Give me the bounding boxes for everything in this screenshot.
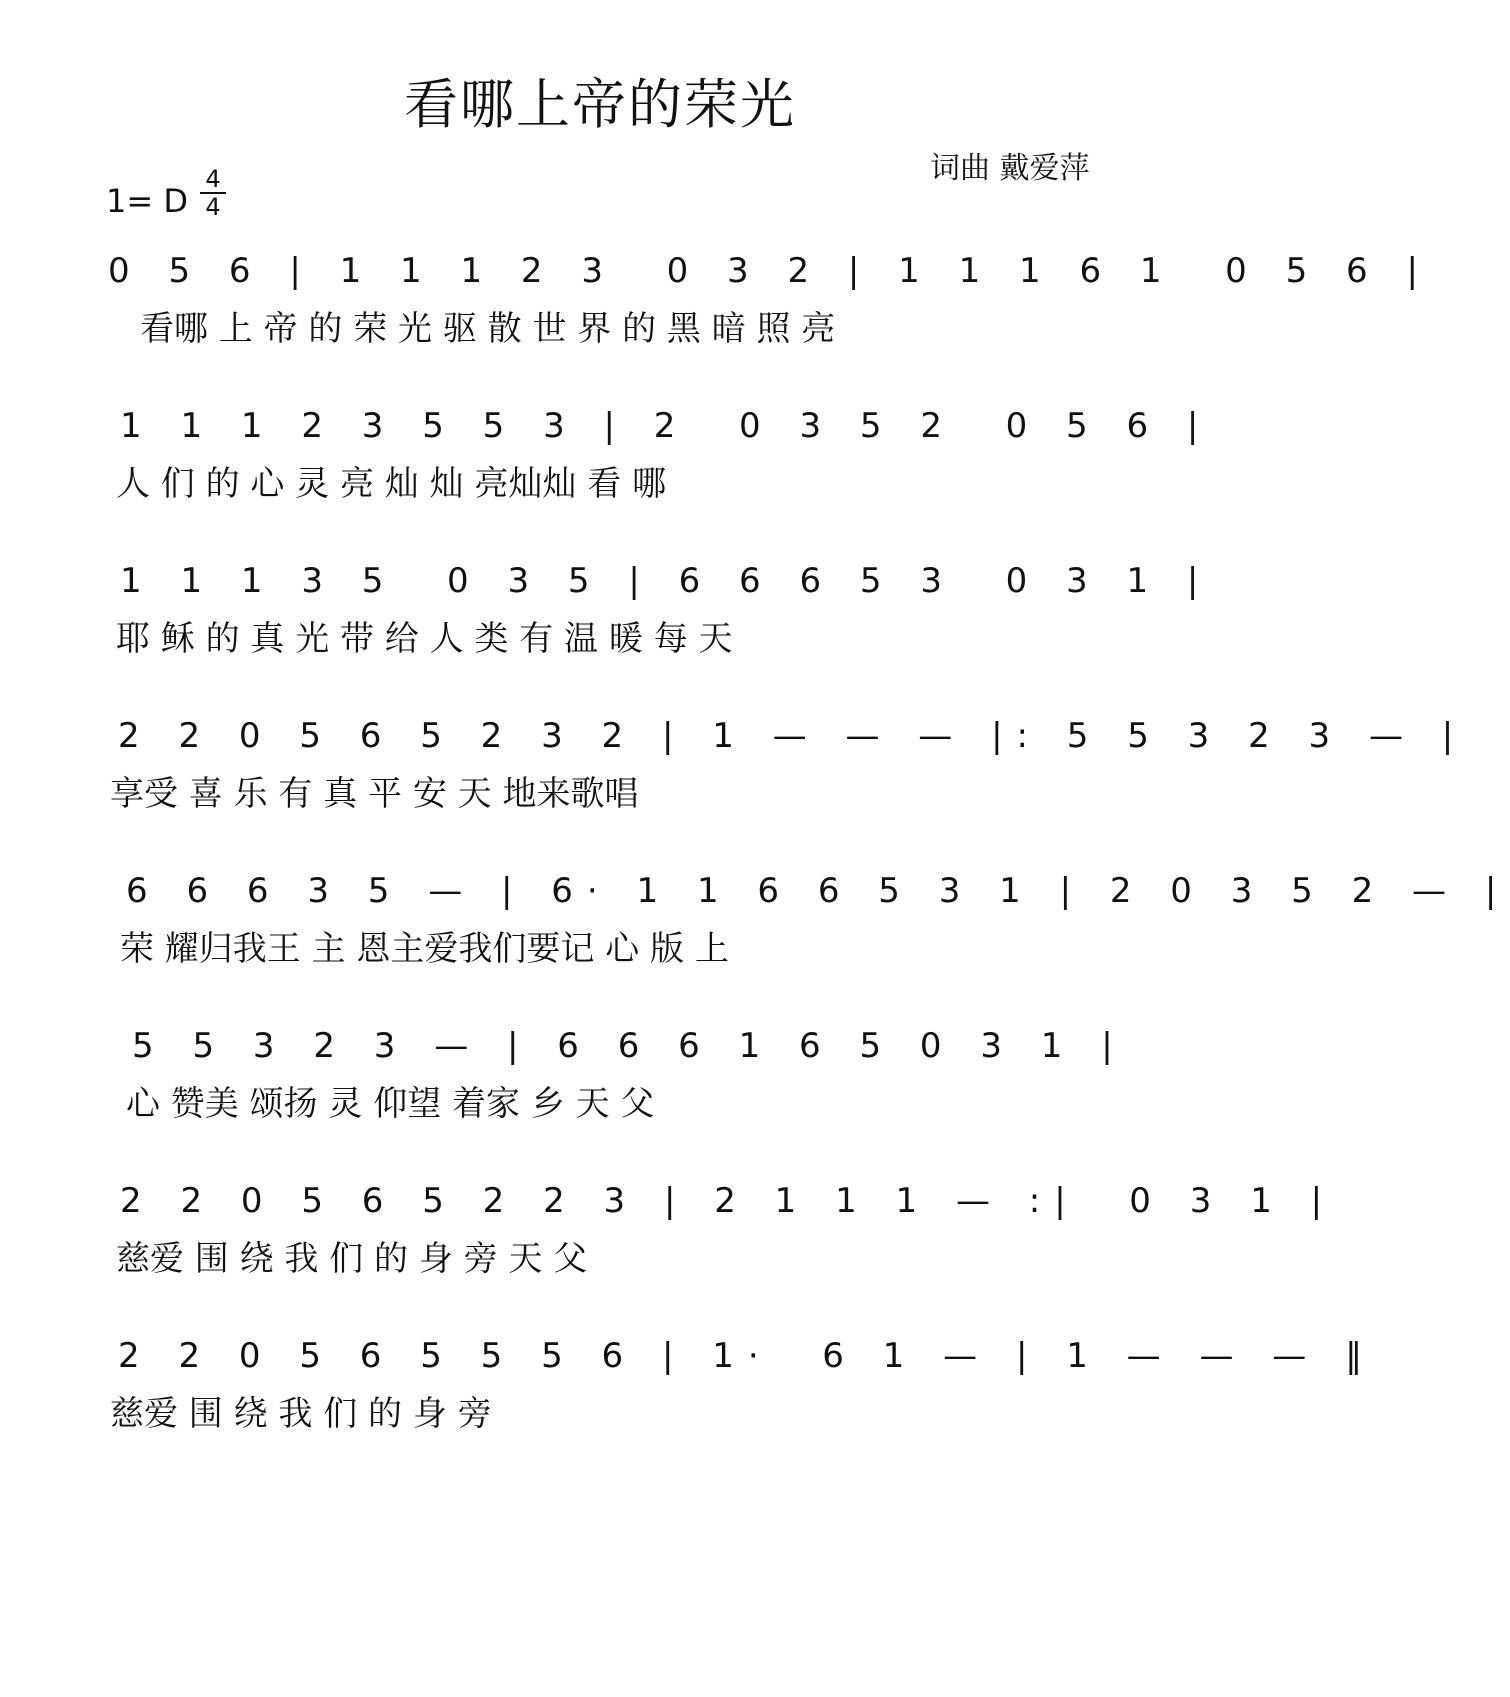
score-row-7: [0, 1173, 1337, 1313]
notation-text: 1 1 1 3 5 0 3 5 | 6 6 6 5 3 0 3 1 |: [120, 561, 1213, 601]
lyrics-line: 人 们 的 心 灵 亮 灿 灿 亮灿灿 看 哪: [116, 464, 667, 504]
meter-bottom: 4: [205, 193, 221, 221]
meter-top: 4: [200, 167, 226, 194]
score-row-6: [0, 1018, 1200, 1158]
notation-line: [0, 243, 1432, 303]
lyrics-line: 享受 喜 乐 有 真 平 安 天 地来歌唱: [110, 774, 639, 814]
key-signature: 1= D: [106, 182, 188, 220]
score-row-4: [0, 708, 1468, 848]
notation-line: [0, 708, 1468, 768]
lyrics-line: 荣 耀归我王 主 恩主爱我们要记 心 版 上: [120, 929, 729, 969]
notation-text: 2 2 0 5 6 5 2 3 2 | 1 — — — |: 5 5 3 2 3 — |: [118, 716, 1468, 756]
notation-line: [0, 553, 1213, 613]
notation-text: 2 2 0 5 6 5 2 2 3 | 2 1 1 1 — :| 0 3 1 |: [120, 1181, 1337, 1221]
notation-line: [0, 1328, 1377, 1388]
notation-text: 0 5 6 | 1 1 1 2 3 0 3 2 | 1 1 1 6 1 0 5 6 |: [108, 251, 1432, 291]
notation-text: 1 1 1 2 3 5 5 3 | 2 0 3 5 2 0 5 6 |: [120, 406, 1213, 446]
composer-credit: 词曲 戴爱萍: [930, 151, 1090, 186]
lyrics-line: 看哪 上 帝 的 荣 光 驱 散 世 界 的 黑 暗 照 亮: [140, 309, 836, 349]
notation-text: 2 2 0 5 6 5 5 5 6 | 1· 6 1 — | 1 — — — ‖: [118, 1336, 1377, 1376]
time-signature: [200, 167, 226, 219]
score-row-2: [0, 398, 1213, 538]
score-row-5: [0, 863, 1510, 1003]
notation-line: [0, 398, 1213, 458]
score-row-3: [0, 553, 1213, 693]
song-title: 看哪上帝的荣光: [404, 73, 796, 136]
notation-line: [0, 1018, 1200, 1078]
score-row-8: [0, 1328, 1377, 1468]
notation-line: [0, 1173, 1337, 1233]
lyrics-line: 慈爱 围 绕 我 们 的 身 旁 天 父: [116, 1239, 588, 1279]
lyrics-line: 慈爱 围 绕 我 们 的 身 旁: [110, 1394, 492, 1434]
notation-text: 6 6 6 3 5 — | 6· 1 1 6 6 5 3 1 | 2 0 3 5 2 — |: [126, 871, 1510, 911]
notation-line: [0, 863, 1510, 923]
notation-text: 5 5 3 2 3 — | 6 6 6 1 6 5 0 3 1 |: [132, 1026, 1127, 1066]
lyrics-line: 耶 稣 的 真 光 带 给 人 类 有 温 暖 每 天: [116, 619, 733, 659]
lyrics-line: 心 赞美 颂扬 灵 仰望 着家 乡 天 父: [126, 1084, 655, 1124]
score-row-1: [0, 243, 1432, 383]
